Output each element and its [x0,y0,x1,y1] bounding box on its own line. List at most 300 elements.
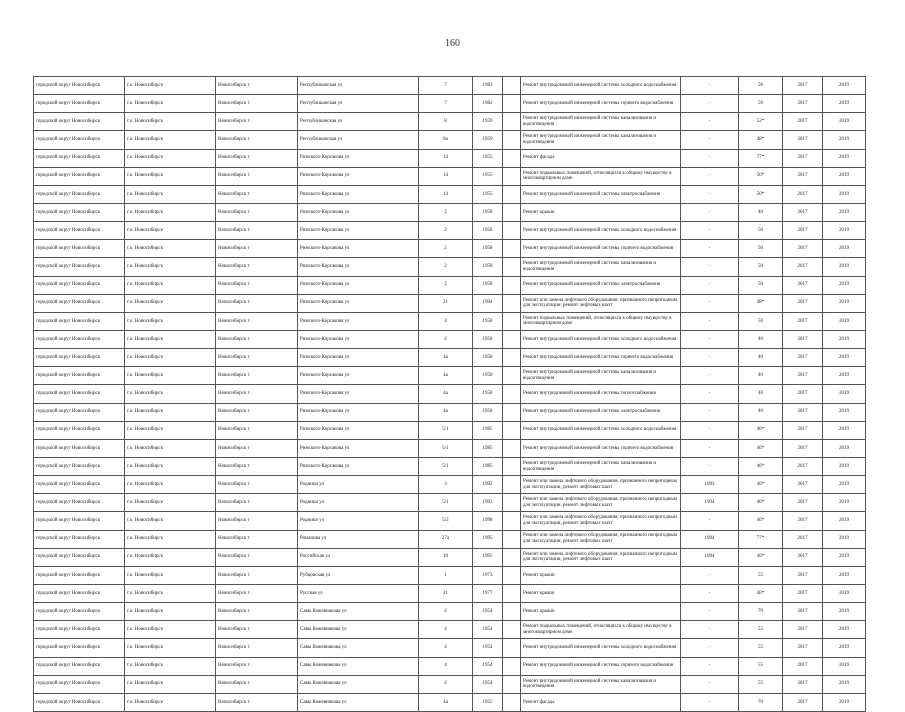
cell-year-built: 1958 [473,240,503,258]
cell-year-built: 1998 [473,512,503,530]
cell-blank [503,385,521,403]
table-row [34,276,866,294]
cell-settlement: Новосибирск г [216,421,298,439]
cell-year-built: 1954 [473,657,503,675]
cell-year-start: 2017 [783,476,823,494]
cell-extra: - [681,512,739,530]
cell-okrug: городской округ Новосибирск [34,639,125,657]
page-number: 160 [445,38,460,49]
cell-work-type: Ремонт подвальных помещений, относящихся к общему имуществу в многоквартирном доме [521,312,681,330]
cell-extra: - [681,149,739,167]
cell-year-end: 2019 [823,657,866,675]
cell-blank [503,403,521,421]
cell-settlement: Новосибирск г [216,584,298,602]
cell-value: 55 [739,621,783,639]
cell-blank [503,149,521,167]
table-row [34,367,866,385]
cell-street: Родники ул [298,476,419,494]
cell-work-type: Ремонт крыши [521,584,681,602]
cell-work-type: Ремонт внутридомовой инженерной системы канализования и водоотведения [521,457,681,475]
cell-work-type: Ремонт внутридомовой инженерной системы канализования и водоотведения [521,675,681,693]
cell-work-type: Ремонт внутридомовой инженерной системы канализования и водоотведения [521,131,681,149]
cell-year-start: 2017 [783,385,823,403]
cell-house: 7 [419,77,473,95]
cell-okrug: городской округ Новосибирск [34,584,125,602]
cell-street: Римского-Корсакова ул [298,439,419,457]
cell-year-built: 1995 [473,548,503,566]
cell-municipality: г.о. Новосибирск [125,330,216,348]
cell-year-end: 2019 [823,639,866,657]
cell-year-end: 2019 [823,167,866,185]
cell-year-built: 1955 [473,185,503,203]
cell-okrug: городской округ Новосибирск [34,675,125,693]
cell-municipality: г.о. Новосибирск [125,95,216,113]
cell-year-end: 2019 [823,203,866,221]
table-row [34,185,866,203]
cell-municipality: г.о. Новосибирск [125,584,216,602]
cell-okrug: городской округ Новосибирск [34,476,125,494]
cell-work-type: Ремонт внутридомовой инженерной системы электроснабжения [521,185,681,203]
cell-blank [503,349,521,367]
cell-extra: 1994 [681,494,739,512]
cell-work-type: Ремонт внутридомовой инженерной системы холодного водоснабжения [521,330,681,348]
cell-house: 5/1 [419,421,473,439]
cell-year-start: 2017 [783,185,823,203]
cell-okrug: городской округ Новосибирск [34,203,125,221]
cell-value: 40 [739,367,783,385]
cell-settlement: Новосибирск г [216,185,298,203]
table-row [34,131,866,149]
cell-street: Савы Кожевникова ул [298,693,419,711]
cell-blank [503,548,521,566]
cell-year-built: 1985 [473,439,503,457]
cell-settlement: Новосибирск г [216,693,298,711]
cell-extra: - [681,77,739,95]
table-row [34,113,866,131]
cell-house: 4 [419,639,473,657]
cell-blank [503,530,521,548]
cell-year-end: 2019 [823,349,866,367]
cell-street: Савы Кожевникова ул [298,621,419,639]
cell-blank [503,95,521,113]
cell-settlement: Новосибирск г [216,494,298,512]
table-row [34,95,866,113]
cell-municipality: г.о. Новосибирск [125,657,216,675]
cell-street: Римского-Корсакова ул [298,203,419,221]
cell-street: Римского-Корсакова ул [298,457,419,475]
cell-value: 48* [739,131,783,149]
cell-value: 48* [739,294,783,312]
cell-extra: - [681,621,739,639]
cell-year-start: 2017 [783,113,823,131]
cell-year-built: 1985 [473,421,503,439]
cell-street: Римского-Корсакова ул [298,149,419,167]
cell-year-built: 1955 [473,149,503,167]
cell-house: 21 [419,584,473,602]
cell-okrug: городской округ Новосибирск [34,530,125,548]
cell-year-start: 2017 [783,131,823,149]
cell-year-start: 2017 [783,240,823,258]
cell-okrug: городской округ Новосибирск [34,349,125,367]
cell-work-type: Ремонт внутридомовой инженерной системы холодного водоснабжения [521,639,681,657]
cell-okrug: городской округ Новосибирск [34,95,125,113]
cell-year-start: 2017 [783,457,823,475]
cell-year-built: 1993 [473,494,503,512]
cell-house: 4 [419,330,473,348]
cell-value: 70 [739,603,783,621]
cell-house: 4а [419,367,473,385]
cell-blank [503,584,521,602]
cell-street: Римского-Корсакова ул [298,312,419,330]
cell-value: 40 [739,203,783,221]
table-body [34,77,866,712]
cell-okrug: городской округ Новосибирск [34,693,125,711]
table-row [34,566,866,584]
cell-work-type: Ремонт внутридомовой инженерной системы электроснабжения [521,276,681,294]
cell-year-end: 2019 [823,77,866,95]
cell-extra: - [681,367,739,385]
cell-extra: - [681,95,739,113]
cell-value: 56 [739,95,783,113]
cell-blank [503,77,521,95]
cell-value: 55 [739,657,783,675]
table-row [34,675,866,693]
cell-year-end: 2019 [823,367,866,385]
cell-settlement: Новосибирск г [216,566,298,584]
cell-year-end: 2019 [823,185,866,203]
cell-house: 5/1 [419,457,473,475]
cell-municipality: г.о. Новосибирск [125,385,216,403]
cell-municipality: г.о. Новосибирск [125,693,216,711]
cell-street: Римского-Корсакова ул [298,294,419,312]
cell-house: 1 [419,566,473,584]
cell-blank [503,203,521,221]
cell-year-built: 1959 [473,131,503,149]
cell-year-end: 2019 [823,566,866,584]
cell-settlement: Новосибирск г [216,367,298,385]
cell-year-start: 2017 [783,675,823,693]
cell-year-start: 2017 [783,294,823,312]
cell-value: 55 [739,639,783,657]
cell-blank [503,312,521,330]
cell-year-built: 1994 [473,294,503,312]
cell-value: 50 [739,312,783,330]
cell-year-built: 1954 [473,639,503,657]
cell-year-start: 2017 [783,421,823,439]
cell-blank [503,367,521,385]
cell-street: Русская ул [298,584,419,602]
cell-work-type: Ремонт или замена лифтового оборудования, признанного непригодным для эксплуатации, ремонт лифтовых шахт [521,294,681,312]
cell-value: 40 [739,403,783,421]
cell-house: 2 [419,276,473,294]
cell-year-start: 2017 [783,258,823,276]
cell-blank [503,457,521,475]
cell-year-end: 2019 [823,294,866,312]
cell-year-end: 2019 [823,530,866,548]
cell-municipality: г.о. Новосибирск [125,294,216,312]
table-row [34,603,866,621]
cell-extra: - [681,312,739,330]
cell-house: 4 [419,621,473,639]
cell-municipality: г.о. Новосибирск [125,512,216,530]
cell-blank [503,657,521,675]
cell-work-type: Ремонт фасада [521,693,681,711]
cell-year-built: 1955 [473,693,503,711]
cell-work-type: Ремонт крыши [521,566,681,584]
cell-okrug: городской округ Новосибирск [34,548,125,566]
cell-work-type: Ремонт внутридомовой инженерной системы горячего водоснабжения [521,439,681,457]
cell-blank [503,294,521,312]
cell-extra: - [681,222,739,240]
table-row [34,403,866,421]
cell-extra: - [681,203,739,221]
cell-settlement: Новосибирск г [216,439,298,457]
cell-extra: - [681,258,739,276]
table-row [34,330,866,348]
cell-extra: 1993 [681,476,739,494]
table-row [34,457,866,475]
cell-work-type: Ремонт внутридомовой инженерной системы канализования и водоотведения [521,113,681,131]
cell-extra: - [681,385,739,403]
cell-municipality: г.о. Новосибирск [125,185,216,203]
cell-year-start: 2017 [783,203,823,221]
cell-year-end: 2019 [823,113,866,131]
cell-work-type: Ремонт крыши [521,203,681,221]
cell-settlement: Новосибирск г [216,639,298,657]
cell-year-start: 2017 [783,439,823,457]
cell-work-type: Ремонт или замена лифтового оборудования, признанного непригодным для эксплуатации, ремонт лифтовых шахт [521,476,681,494]
cell-okrug: городской округ Новосибирск [34,294,125,312]
table-row [34,439,866,457]
cell-municipality: г.о. Новосибирск [125,439,216,457]
cell-extra: - [681,566,739,584]
cell-year-start: 2017 [783,95,823,113]
cell-value: 46* [739,476,783,494]
cell-street: Римского-Корсакова ул [298,167,419,185]
cell-blank [503,113,521,131]
cell-value: 50* [739,167,783,185]
table-row [34,222,866,240]
cell-municipality: г.о. Новосибирск [125,639,216,657]
cell-year-start: 2017 [783,693,823,711]
cell-year-end: 2019 [823,439,866,457]
cell-value: 50 [739,240,783,258]
cell-municipality: г.о. Новосибирск [125,494,216,512]
cell-settlement: Новосибирск г [216,675,298,693]
cell-work-type: Ремонт или замена лифтового оборудования, признанного непригодным для эксплуатации, ремонт лифтовых шахт [521,530,681,548]
cell-house: 4 [419,675,473,693]
cell-work-type: Ремонт подвальных помещений, относящихся к общему имуществу в многоквартирном доме [521,167,681,185]
cell-okrug: городской округ Новосибирск [34,457,125,475]
cell-blank [503,675,521,693]
table-row [34,167,866,185]
cell-street: Савы Кожевникова ул [298,675,419,693]
cell-year-end: 2019 [823,330,866,348]
cell-settlement: Новосибирск г [216,240,298,258]
cell-year-built: 1995 [473,530,503,548]
cell-house: 2 [419,240,473,258]
cell-year-built: 1954 [473,675,503,693]
cell-okrug: городской округ Новосибирск [34,240,125,258]
table-row [34,203,866,221]
cell-municipality: г.о. Новосибирск [125,403,216,421]
cell-year-end: 2019 [823,512,866,530]
table-row [34,77,866,95]
cell-street: Римского-Корсакова ул [298,222,419,240]
cell-okrug: городской округ Новосибирск [34,439,125,457]
cell-value: 52* [739,113,783,131]
cell-settlement: Новосибирск г [216,512,298,530]
cell-blank [503,258,521,276]
cell-extra: - [681,167,739,185]
cell-year-start: 2017 [783,367,823,385]
cell-okrug: городской округ Новосибирск [34,131,125,149]
cell-year-start: 2017 [783,584,823,602]
cell-municipality: г.о. Новосибирск [125,203,216,221]
cell-settlement: Новосибирск г [216,222,298,240]
cell-value: 50 [739,258,783,276]
cell-year-end: 2019 [823,457,866,475]
cell-value: 40 [739,385,783,403]
cell-blank [503,330,521,348]
cell-settlement: Новосибирск г [216,385,298,403]
cell-value: 46* [739,494,783,512]
table-row [34,312,866,330]
cell-year-end: 2019 [823,258,866,276]
cell-house: 21 [419,294,473,312]
cell-year-built: 1982 [473,95,503,113]
cell-settlement: Новосибирск г [216,330,298,348]
cell-house: 7 [419,95,473,113]
cell-value: 46* [739,421,783,439]
cell-work-type: Ремонт внутридомовой инженерной системы холодного водоснабжения [521,77,681,95]
cell-year-end: 2019 [823,476,866,494]
cell-street: Римского-Корсакова ул [298,240,419,258]
cell-municipality: г.о. Новосибирск [125,349,216,367]
cell-settlement: Новосибирск г [216,276,298,294]
cell-year-end: 2019 [823,385,866,403]
cell-year-start: 2017 [783,222,823,240]
cell-okrug: городской округ Новосибирск [34,258,125,276]
cell-municipality: г.о. Новосибирск [125,240,216,258]
cell-year-built: 1958 [473,367,503,385]
cell-value: 46* [739,439,783,457]
cell-year-end: 2019 [823,403,866,421]
cell-blank [503,276,521,294]
cell-year-end: 2019 [823,494,866,512]
cell-year-built: 1958 [473,258,503,276]
cell-year-built: 1955 [473,167,503,185]
table-row [34,639,866,657]
cell-settlement: Новосибирск г [216,312,298,330]
cell-okrug: городской округ Новосибирск [34,385,125,403]
cell-year-built: 1992 [473,476,503,494]
cell-blank [503,621,521,639]
cell-year-end: 2019 [823,131,866,149]
cell-extra: - [681,131,739,149]
document-table [33,76,866,712]
cell-work-type: Ремонт внутридомовой инженерной системы канализования и водоотведения [521,258,681,276]
cell-street: Родники ул [298,512,419,530]
cell-okrug: городской округ Новосибирск [34,621,125,639]
cell-work-type: Ремонт внутридомовой инженерной системы горячего водоснабжения [521,95,681,113]
cell-year-built: 1973 [473,566,503,584]
cell-house: 8 [419,113,473,131]
cell-okrug: городской округ Новосибирск [34,330,125,348]
cell-street: Романова ул [298,530,419,548]
cell-value: 50* [739,185,783,203]
cell-year-start: 2017 [783,566,823,584]
cell-municipality: г.о. Новосибирск [125,421,216,439]
cell-street: Римского-Корсакова ул [298,185,419,203]
table-row [34,349,866,367]
cell-year-end: 2019 [823,276,866,294]
cell-year-built: 1954 [473,621,503,639]
cell-value: 56 [739,77,783,95]
cell-year-start: 2017 [783,149,823,167]
cell-value: 40 [739,349,783,367]
cell-work-type: Ремонт внутридомовой инженерной системы горячего водоснабжения [521,657,681,675]
cell-street: Римского-Корсакова ул [298,421,419,439]
cell-work-type: Ремонт внутридомовой инженерной системы электроснабжения [521,403,681,421]
cell-year-start: 2017 [783,639,823,657]
cell-extra: 1994 [681,530,739,548]
cell-street: Республиканская ул [298,77,419,95]
cell-street: Римского-Корсакова ул [298,349,419,367]
cell-okrug: городской округ Новосибирск [34,603,125,621]
cell-blank [503,494,521,512]
cell-blank [503,131,521,149]
cell-value: 70 [739,693,783,711]
cell-value: 46* [739,512,783,530]
cell-okrug: городской округ Новосибирск [34,113,125,131]
cell-settlement: Новосибирск г [216,95,298,113]
cell-municipality: г.о. Новосибирск [125,131,216,149]
cell-year-end: 2019 [823,222,866,240]
cell-extra: - [681,457,739,475]
cell-municipality: г.о. Новосибирск [125,167,216,185]
cell-okrug: городской округ Новосибирск [34,494,125,512]
cell-house: 4 [419,657,473,675]
cell-settlement: Новосибирск г [216,167,298,185]
cell-year-start: 2017 [783,512,823,530]
cell-house: 4а [419,349,473,367]
cell-work-type: Ремонт внутридомовой инженерной системы горячего водоснабжения [521,349,681,367]
cell-value: 50 [739,222,783,240]
cell-year-built: 1958 [473,203,503,221]
cell-street: Республиканская ул [298,95,419,113]
cell-year-start: 2017 [783,349,823,367]
cell-municipality: г.о. Новосибирск [125,476,216,494]
cell-municipality: г.о. Новосибирск [125,312,216,330]
cell-year-built: 1985 [473,457,503,475]
cell-year-end: 2019 [823,693,866,711]
cell-okrug: городской округ Новосибирск [34,222,125,240]
cell-year-end: 2019 [823,675,866,693]
cell-year-built: 1977 [473,584,503,602]
cell-blank [503,693,521,711]
table-row [34,494,866,512]
cell-municipality: г.о. Новосибирск [125,603,216,621]
cell-year-end: 2019 [823,584,866,602]
cell-value: 40 [739,330,783,348]
cell-extra: - [681,113,739,131]
cell-street: Римского-Корсакова ул [298,330,419,348]
cell-municipality: г.о. Новосибирск [125,457,216,475]
cell-house: 4а [419,385,473,403]
cell-work-type: Ремонт внутридомовой инженерной системы холодного водоснабжения [521,421,681,439]
cell-extra: - [681,276,739,294]
